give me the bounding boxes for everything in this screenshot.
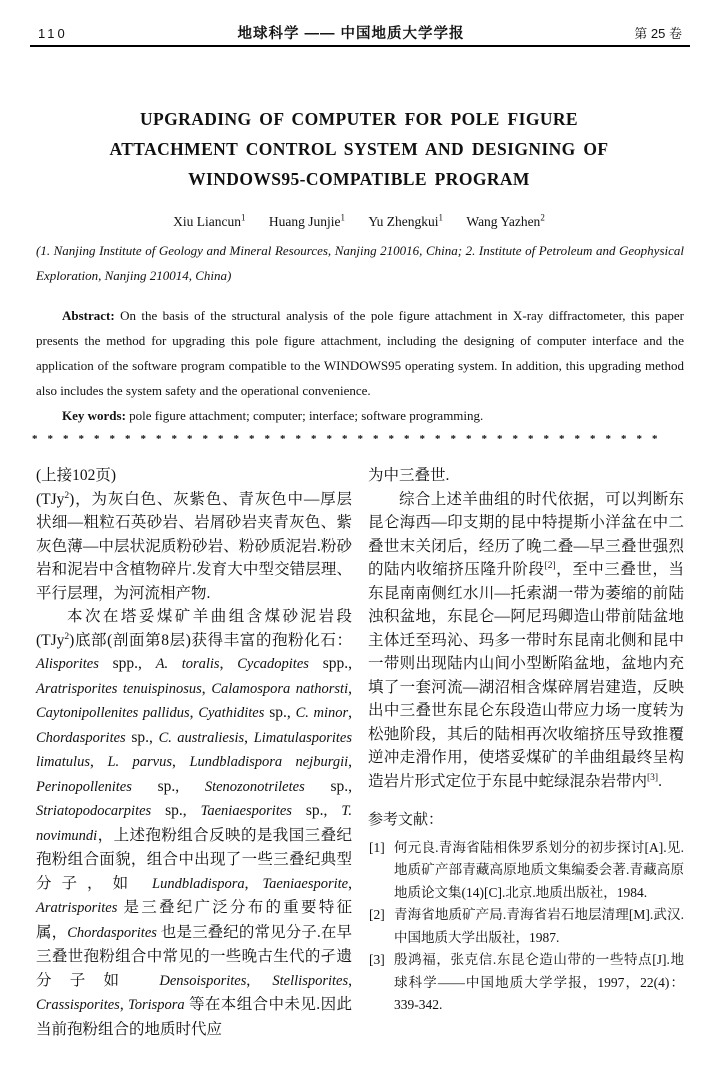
volume-label: 第 25 卷: [634, 26, 682, 41]
reference-item-2: [368, 904, 684, 949]
reference-2-marker: [2]: [369, 907, 385, 922]
left-column: [36, 464, 352, 1041]
author-1-name: Xiu Liancun: [173, 213, 242, 229]
right-paragraph-2: 综合上述羊曲组的时代依据，可以判断东昆仑海西—印支期的昆中特提斯小洋盆在中二叠世末关闭后，经历了晚二叠—早三叠世强烈的陆内收缩挤压隆升阶段[2]，至中三叠世，当东昆南南侧红水川—托索湖一带为萎缩的前陆浊积盆地，东昆仑—阿尼玛卿造山带前陆盆地主体迁至玛沁、玛多一带时东昆南北侧和昆中一带则出现陆内山间小型断陷盆地，盆地内充填了一套河流—湖沼相含煤碎屑岩建造，反映出中三叠世东昆仑东段造山带应力场一度转为松弛阶段，其后的陆相再次收缩挤压导致推覆逆冲走滑作用，使塔妥煤矿的羊曲组最终呈构造岩片形式定位于东昆中蛇绿混杂岩带内[3].: [368, 490, 684, 790]
abstract-paragraph: [36, 303, 684, 403]
author-3: [368, 214, 443, 229]
journal-title: 地球科学 —— 中国地质大学学报: [237, 26, 465, 42]
reference-3-text: 殷鸿福，张克信.东昆仑造山带的一些特点[J].地球科学——中国地质大学学报，1997，22(4)：339-342.: [394, 952, 684, 1012]
header-rule: [30, 45, 690, 47]
author-3-affmark: 1: [438, 212, 444, 222]
title-line-3: WINDOWS95-COMPATIBLE PROGRAM: [188, 169, 530, 189]
reference-3-marker: [3]: [369, 952, 385, 967]
title-line-2: ATTACHMENT CONTROL SYSTEM AND DESIGNING OF: [109, 139, 609, 159]
author-4-name: Wang Yazhen: [466, 213, 541, 229]
author-4: [466, 214, 544, 229]
reference-1-text: 何元良.青海省陆相侏罗系划分的初步探讨[A].见.地质矿产部青藏高原地质文集编委会著.青藏高原地质论文集(14)[C].北京.地质出版社，1984.: [394, 839, 684, 900]
article-title: [40, 104, 678, 194]
left-paragraph-1: (TJy$^2$)，为灰白色、灰紫色、青灰色中—厚层状细—粗粒石英砂岩、岩屑砂岩夹青灰色、紫灰色薄—中层状泥质粉砂岩、粉砂质泥岩.粉砂岩和泥岩中含植物碎片.发育大中型交错层理、平行层理，为河流相产物.: [36, 490, 352, 602]
left-paragraph-2: 本次在塔妥煤矿羊曲组含煤砂泥岩段(TJy$^2$)底部(剖面第8层)获得丰富的孢粉化石：Alisporites spp., A. toralis, Cycadopites spp., Aratrisporites tenuispinosus, Calamospora nathorsti, Caytonipollenites pallidus, Cyathidites sp., C. minor, Chordasporites sp., C. australiesis, Limatulasporites limatulus, L. parvus, Lundbladispora nejburgii, Perinopollenites sp., Stenozonotriletes sp., Striatopodocarpites sp., Taeniaesporites sp., T. novimundi，上述孢粉组合反映的是我国三叠纪孢粉组合面貌，组合中出现了一些三叠纪典型分子，如 Lundbladispora, Taeniaesporite, Aratrisporites 是三叠纪广泛分布的重要特征属，Chordasporites 也是三叠纪的常见分子.在早三叠世孢粉组合中常见的一些晚古生代的孑遗分子如 Densoisporites, Stellisporites, Crassisporites, Torispora 等在本组合中未见.因此当前孢粉组合的地质时代应: [36, 608, 353, 1038]
keywords-paragraph: [36, 403, 684, 428]
reference-1-marker: [1]: [369, 839, 385, 855]
reference-2-text: 青海省地质矿产局.青海省岩石地层清理[M].武汉.中国地质大学出版社，1987.: [394, 907, 684, 945]
references-section: [368, 809, 684, 1017]
keywords-text: pole figure attachment; computer; interface; software programming.: [125, 408, 484, 423]
right-column: [368, 464, 684, 1041]
page-number: 110: [38, 26, 68, 41]
author-4-affmark: 2: [540, 212, 545, 222]
abstract-block: [36, 303, 684, 428]
reference-item-1: [368, 837, 684, 905]
keywords-label: Key words:: [62, 408, 126, 423]
body-columns: [36, 464, 684, 1041]
author-1: [173, 214, 245, 229]
author-2: [269, 214, 345, 229]
continuation-note: (上接102页): [36, 467, 117, 484]
reference-item-3: [368, 949, 684, 1017]
abstract-text: On the basis of the structural analysis of the pole figure attachment in X-ray diffractometer, this paper presents the method for upgrading this pole figure attachment, including the designing of computer interface and the application of the software program compatible to the WINDOWS95 operating system. In addition, this upgrading method also includes the system safety and the operational convenience.: [36, 308, 684, 398]
author-2-affmark: 1: [340, 212, 346, 222]
references-heading: 参考文献：: [368, 812, 444, 828]
affiliation: (1. Nanjing Institute of Geology and Mineral Resources, Nanjing 210016, China; 2. Institute of Petroleum and Geophysical Exploration, Nanjing 210014, China): [36, 243, 684, 283]
right-paragraph-1: 为中三叠世.: [368, 467, 450, 484]
author-3-name: Yu Zhengkui: [368, 213, 439, 229]
star-divider: *****************************************: [32, 433, 668, 445]
running-head: [38, 22, 682, 43]
author-1-affmark: 1: [241, 212, 246, 222]
author-list: [40, 212, 678, 230]
author-2-name: Huang Junjie: [268, 213, 341, 229]
title-line-1: UPGRADING OF COMPUTER FOR POLE FIGURE: [140, 109, 578, 129]
abstract-label: Abstract:: [62, 308, 115, 323]
